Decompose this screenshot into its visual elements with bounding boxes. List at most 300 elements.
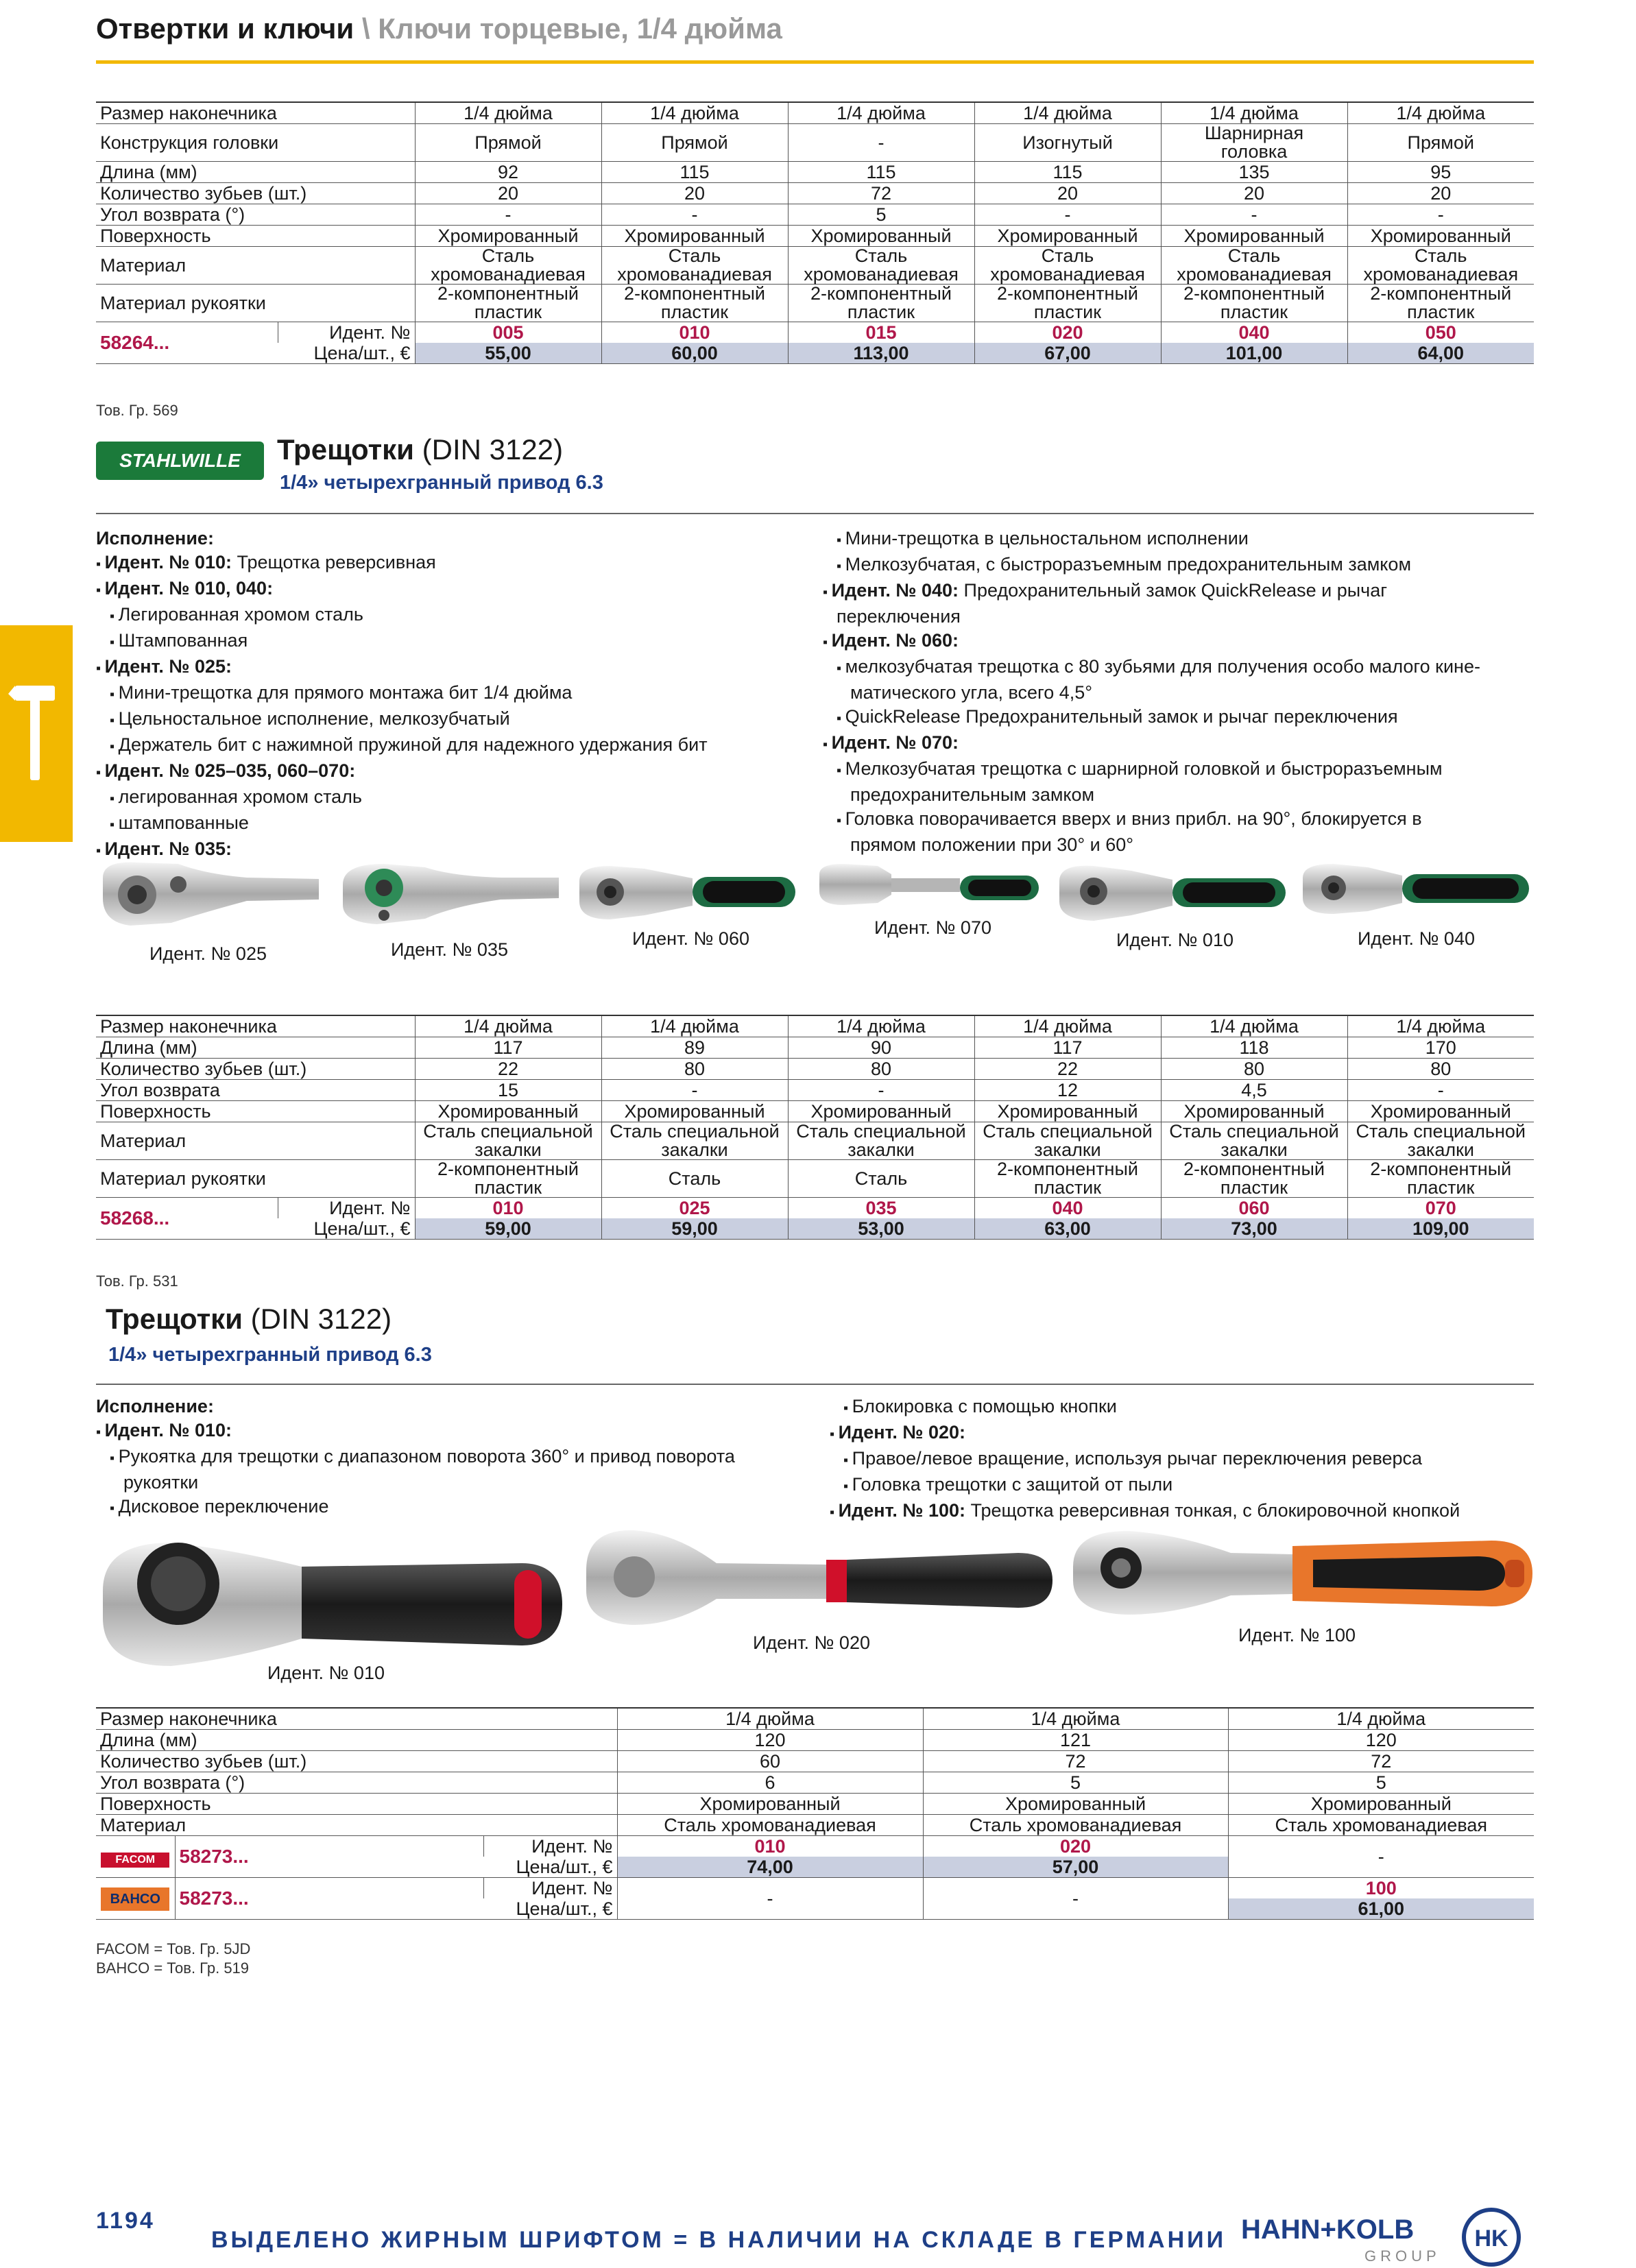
table-cell: 2-компонентный пластик: [1347, 285, 1534, 322]
price-value: 101,00: [1161, 343, 1347, 364]
table-cell: 120: [617, 1730, 923, 1751]
table-cell: 22: [415, 1059, 601, 1080]
hk-emblem-icon: [1454, 2206, 1529, 2268]
ratchet-facom-010-image: [96, 1536, 562, 1673]
description-line: ▪ Штампованная: [96, 629, 708, 655]
section-rule-2: [96, 513, 1534, 514]
table-cell: 5: [788, 204, 974, 226]
description-line: [823, 629, 1480, 655]
hahn-kolb-logo: HAHN+KOLB: [1241, 2215, 1415, 2245]
row-label: Количество зубьев (шт.): [100, 1059, 307, 1079]
table-cell: Хромированный: [923, 1794, 1228, 1815]
table-cell: 1/4 дюйма: [415, 102, 601, 124]
group-note-bahco: BAHCO = Тов. Гр. 519: [96, 1959, 250, 1977]
table-cell: 1/4 дюйма: [1161, 102, 1347, 124]
ratchet-010-image: [1056, 860, 1289, 929]
ident-number[interactable]: 010: [415, 1198, 601, 1219]
table-cell: 2-компонентный пластик: [601, 285, 788, 322]
group-note-2: Тов. Гр. 531: [96, 1272, 178, 1290]
table-cell: 121: [923, 1730, 1228, 1751]
group-label: GROUP: [1364, 2247, 1441, 2265]
ratchet-bahco-100-image: [1066, 1525, 1532, 1621]
ident-number[interactable]: 010: [617, 1836, 923, 1857]
table-cell: 20: [1161, 183, 1347, 204]
table-cell: Сталь хромованадиевая: [1228, 1815, 1534, 1836]
table-cell: -: [788, 124, 974, 162]
table-cell: 1/4 дюйма: [1347, 1015, 1534, 1037]
id-label: Идент. №: [278, 322, 415, 343]
table-cell: Хромированный: [788, 1101, 974, 1122]
row-label: Материал: [100, 1131, 187, 1151]
table-cell: Сталь специальной закалки: [1347, 1122, 1534, 1160]
description-line: ▪ Идент. № 100: Трещотка реверсивная тонкая, с блокировочной кнопкой: [830, 1499, 1460, 1525]
table-cell: 117: [415, 1037, 601, 1059]
table-cell: 80: [1161, 1059, 1347, 1080]
table-cell: 95: [1347, 162, 1534, 183]
ident-number[interactable]: 100: [1228, 1878, 1534, 1899]
caption-025: Идент. № 025: [149, 943, 267, 964]
price-value: 59,00: [601, 1218, 788, 1240]
table-cell: Сталь специальной закалки: [788, 1122, 974, 1160]
table-cell: -: [974, 204, 1161, 226]
empty-cell: -: [923, 1878, 1228, 1920]
caption-060: Идент. № 060: [632, 928, 749, 949]
price-value: 73,00: [1161, 1218, 1347, 1240]
article-code: 58273...: [175, 1878, 483, 1920]
row-label: Угол возврата: [100, 1080, 220, 1100]
price-row: [96, 1218, 1534, 1240]
table-cell: 80: [601, 1059, 788, 1080]
table-cell: 2-компонентный пластик: [974, 285, 1161, 322]
table-cell: 2-компонентный пластик: [1161, 285, 1347, 322]
description-line: предохранительным замком: [850, 784, 1095, 805]
table-cell: 12: [974, 1080, 1161, 1101]
table-row: [96, 124, 1534, 162]
caption-035: Идент. № 035: [391, 939, 508, 960]
side-tab[interactable]: [0, 625, 73, 842]
table-row: [96, 1101, 1534, 1122]
id-label: Идент. №: [278, 1198, 415, 1219]
stahlwille-logo: STAHLWILLE: [96, 442, 264, 480]
table-cell: 1/4 дюйма: [974, 1015, 1161, 1037]
table-cell: 1/4 дюйма: [601, 1015, 788, 1037]
table-cell: 5: [923, 1772, 1228, 1794]
table-cell: Прямой: [601, 124, 788, 162]
table-cell: Сталь хромованадиевая: [923, 1815, 1228, 1836]
description-line: [96, 1419, 735, 1445]
table-cell: 115: [601, 162, 788, 183]
price-label: Цена/шт., €: [313, 1218, 411, 1239]
table-cell: 15: [415, 1080, 601, 1101]
table-cell: 1/4 дюйма: [617, 1708, 923, 1730]
group-note-facom: FACOM = Тов. Гр. 5JD: [96, 1940, 251, 1957]
group-note-1: Тов. Гр. 569: [96, 402, 178, 419]
ident-label: Идент. № 035:: [104, 839, 232, 859]
description-line: Исполнение:: [96, 1396, 214, 1416]
table-cell: 2-компонентный пластик: [415, 285, 601, 322]
price-value: 59,00: [415, 1218, 601, 1240]
table-cell: Сталь хромованадиевая: [1161, 247, 1347, 285]
table-cell: Прямой: [1347, 124, 1534, 162]
ident-number[interactable]: 050: [1347, 322, 1534, 343]
ident-number[interactable]: 040: [974, 1198, 1161, 1219]
description-line: ▪ Идент. № 010: Трещотка реверсивная: [96, 551, 708, 577]
table-cell: 1/4 дюйма: [923, 1708, 1228, 1730]
table-cell: 20: [601, 183, 788, 204]
table-row: [96, 1730, 1534, 1751]
table-cell: 135: [1161, 162, 1347, 183]
ratchet-facom-020-image: [579, 1522, 1052, 1639]
description-line: [96, 577, 708, 603]
price-value: 63,00: [974, 1218, 1161, 1240]
table-cell: 1/4 дюйма: [788, 1015, 974, 1037]
ident-number[interactable]: 020: [923, 1836, 1228, 1857]
table-row: [96, 285, 1534, 322]
title-rest: (DIN 3122): [413, 433, 564, 466]
price-label: Цена/шт., €: [516, 1857, 613, 1877]
page-number: 1194: [96, 2208, 155, 2234]
table-row: [96, 226, 1534, 247]
table-cell: Хромированный: [601, 1101, 788, 1122]
table-cell: Хромированный: [1161, 1101, 1347, 1122]
section-title-2: [277, 433, 563, 466]
description-line: ▪ Головка трещотки с защитой от пыли: [830, 1473, 1460, 1499]
table-cell: 1/4 дюйма: [788, 102, 974, 124]
ident-number[interactable]: 035: [788, 1198, 974, 1219]
table-cell: Сталь специальной закалки: [974, 1122, 1161, 1160]
table-cell: 20: [974, 183, 1161, 204]
facom-logo: FACOM: [101, 1853, 169, 1868]
bahco-logo: BAHCO: [101, 1887, 169, 1911]
row-label: Размер наконечника: [100, 103, 277, 123]
price-value: 57,00: [923, 1857, 1228, 1878]
table-cell: 80: [1347, 1059, 1534, 1080]
description-left-3: [96, 1395, 735, 1521]
table-row: [96, 1160, 1534, 1198]
table-cell: 2-компонентный пластик: [1161, 1160, 1347, 1198]
price-value: 60,00: [601, 343, 788, 364]
table-cell: 20: [1347, 183, 1534, 204]
empty-cell: -: [617, 1878, 923, 1920]
table-cell: Прямой: [415, 124, 601, 162]
table-cell: 1/4 дюйма: [1347, 102, 1534, 124]
row-label: Материал: [100, 1815, 187, 1835]
price-value: 74,00: [617, 1857, 923, 1878]
table-cell: Шарнирная головка: [1161, 124, 1347, 162]
section-subtitle-2: 1/4» четырехгранный привод 6.3: [280, 472, 603, 494]
caption-bahco-100: Идент. № 100: [1238, 1625, 1356, 1645]
table-cell: 115: [788, 162, 974, 183]
footer-message: ВЫДЕЛЕНО ЖИРНЫМ ШРИФТОМ = В НАЛИЧИИ НА СКЛАДЕ В ГЕРМАНИИ: [211, 2227, 1227, 2253]
table-cell: 6: [617, 1772, 923, 1794]
description-line: ▪ Дисковое переключение: [96, 1495, 735, 1521]
header-rule: [96, 60, 1534, 64]
table-cell: Хромированный: [1161, 226, 1347, 247]
table-cell: Хромированный: [617, 1794, 923, 1815]
table-cell: -: [1161, 204, 1347, 226]
row-label: Длина (мм): [100, 162, 197, 182]
row-label: Поверхность: [100, 1101, 211, 1122]
table-cell: 2-компонентный пластик: [788, 285, 974, 322]
description-line: ▪ Идент. № 040: Предохранительный замок QuickRelease и рычаг: [823, 579, 1480, 605]
ident-number[interactable]: 060: [1161, 1198, 1347, 1219]
row-label: Поверхность: [100, 226, 211, 246]
table-cell: -: [1347, 204, 1534, 226]
id-label: Идент. №: [483, 1836, 617, 1857]
description-line: ▪ мелкозубчатая трещотка с 80 зубьями для получения особо малого кине-: [823, 655, 1480, 681]
description-line: прямом положении при 30° и 60°: [850, 834, 1134, 855]
table-cell: Сталь специальной закалки: [1161, 1122, 1347, 1160]
article-code: 58264...: [96, 322, 278, 364]
row-label: Количество зубьев (шт.): [100, 183, 307, 204]
description-line: переключения: [837, 606, 961, 627]
table-cell: Хромированный: [974, 1101, 1161, 1122]
table-cell: Хромированный: [415, 226, 601, 247]
table-cell: 1/4 дюйма: [415, 1015, 601, 1037]
ident-number[interactable]: 025: [601, 1198, 788, 1219]
row-label: Материал рукоятки: [100, 293, 266, 313]
table-cell: 92: [415, 162, 601, 183]
ratchet-035-image: [336, 857, 562, 932]
table-cell: 120: [1228, 1730, 1534, 1751]
caption-070: Идент. № 070: [874, 917, 991, 938]
ratchet-060-image: [576, 860, 802, 929]
price-value: 113,00: [788, 343, 974, 364]
price-value: 61,00: [1228, 1898, 1534, 1920]
row-label: Поверхность: [100, 1794, 211, 1814]
table-row: [96, 1794, 1534, 1815]
row-label: Материал рукоятки: [100, 1168, 266, 1189]
ident-number[interactable]: 040: [1161, 322, 1347, 343]
price-value: 53,00: [788, 1218, 974, 1240]
row-label: Угол возврата (°): [100, 1772, 245, 1793]
ident-label: Идент. № 010, 040:: [104, 578, 274, 599]
ident-label: Идент. № 070:: [831, 732, 959, 753]
description-line: ▪ Блокировка с помощью кнопки: [830, 1395, 1460, 1421]
ratchet-070-image: [816, 860, 1042, 922]
table-row: [96, 1080, 1534, 1101]
ident-label: Идент. № 025:: [104, 656, 232, 677]
price-value: 55,00: [415, 343, 601, 364]
description-line: ▪ штампованные: [96, 811, 708, 837]
svg-text:HK: HK: [1474, 2225, 1508, 2252]
table-row: [96, 1037, 1534, 1059]
price-value: 64,00: [1347, 343, 1534, 364]
header-subtitle: Ключи торцевые, 1/4 дюйма: [378, 12, 782, 45]
table-row: [96, 1751, 1534, 1772]
ratchet-040-image: [1299, 860, 1532, 922]
price-row: [96, 343, 1534, 364]
section-subtitle-3: 1/4» четырехгранный привод 6.3: [108, 1344, 432, 1366]
price-label: Цена/шт., €: [516, 1898, 613, 1919]
description-line: [823, 731, 1480, 757]
table-cell: Хромированный: [601, 226, 788, 247]
description-line: ▪ QuickRelease Предохранительный замок и рычаг переключения: [823, 705, 1480, 731]
table-cell: Хромированный: [788, 226, 974, 247]
row-label: Размер наконечника: [100, 1709, 277, 1729]
page-header: [96, 12, 782, 45]
hammer-icon: [0, 625, 73, 842]
table-cell: 1/4 дюйма: [1228, 1708, 1534, 1730]
ident-number[interactable]: 005: [415, 322, 601, 343]
id-label: Идент. №: [483, 1878, 617, 1899]
spec-table-2: [96, 1015, 1534, 1240]
row-label: Длина (мм): [100, 1730, 197, 1750]
ratchet-025-image: [96, 857, 322, 932]
table-cell: Сталь хромованадиевая: [974, 247, 1161, 285]
section-title-3: [106, 1303, 392, 1336]
table-cell: Хромированный: [974, 226, 1161, 247]
title-rest: (DIN 3122): [242, 1303, 392, 1335]
description-line: матического угла, всего 4,5°: [850, 682, 1093, 703]
section-rule-3: [96, 1384, 1534, 1385]
description-line: ▪ Легированная хромом сталь: [96, 603, 708, 629]
table-cell: 5: [1228, 1772, 1534, 1794]
table-cell: 72: [1228, 1751, 1534, 1772]
empty-cell: -: [1228, 1836, 1534, 1878]
table-cell: 118: [1161, 1037, 1347, 1059]
description-line: ▪ Мелкозубчатая, с быстроразъемным предохранительным замком: [823, 553, 1480, 579]
table-cell: Сталь хромованадиевая: [415, 247, 601, 285]
article-code: 58273...: [175, 1836, 483, 1878]
bahco-id-row: [96, 1878, 1534, 1899]
table-row: [96, 1772, 1534, 1794]
table-cell: 1/4 дюйма: [601, 102, 788, 124]
table-cell: 170: [1347, 1037, 1534, 1059]
table-cell: 22: [974, 1059, 1161, 1080]
table-cell: Хромированный: [1347, 1101, 1534, 1122]
table-cell: -: [601, 1080, 788, 1101]
table-row: [96, 1122, 1534, 1160]
table-cell: Сталь: [601, 1160, 788, 1198]
table-cell: Сталь хромованадиевая: [617, 1815, 923, 1836]
description-line: ▪ Цельностальное исполнение, мелкозубчатый: [96, 707, 708, 733]
table-cell: 1/4 дюйма: [974, 102, 1161, 124]
ident-label: Идент. № 040:: [831, 580, 959, 601]
ident-number[interactable]: 070: [1347, 1198, 1534, 1219]
title-bold: Трещотки: [277, 433, 414, 466]
table-cell: Сталь: [788, 1160, 974, 1198]
ident-number[interactable]: 015: [788, 322, 974, 343]
table-cell: Сталь хромованадиевая: [601, 247, 788, 285]
description-line: ▪ Мелкозубчатая трещотка с шарнирной головкой и быстроразъемным: [823, 757, 1480, 783]
table-row: [96, 247, 1534, 285]
table-cell: Хромированный: [1347, 226, 1534, 247]
table-row: [96, 1708, 1534, 1730]
description-line: [830, 1421, 1460, 1447]
table-cell: 115: [974, 162, 1161, 183]
row-label: Размер наконечника: [100, 1016, 277, 1037]
ident-label: Идент. № 010:: [104, 552, 232, 572]
table-cell: 89: [601, 1037, 788, 1059]
table-cell: 2-компонентный пластик: [1347, 1160, 1534, 1198]
table-cell: Сталь хромованадиевая: [1347, 247, 1534, 285]
ident-number[interactable]: 010: [601, 322, 788, 343]
header-separator: \: [361, 12, 370, 45]
table-row: [96, 1059, 1534, 1080]
facom-id-row: [96, 1836, 1534, 1857]
description-right-2: [823, 527, 1480, 857]
table-cell: 117: [974, 1037, 1161, 1059]
id-row: [96, 322, 1534, 343]
description-line: ▪ Мини-трещотка в цельностальном исполнении: [823, 527, 1480, 553]
table-cell: 80: [788, 1059, 974, 1080]
table-row: [96, 162, 1534, 183]
table-row: [96, 102, 1534, 124]
ident-label: Идент. № 060:: [831, 630, 959, 651]
description-line: ▪ Правое/левое вращение, используя рычаг переключения реверса: [830, 1447, 1460, 1473]
description-line: Исполнение:: [96, 528, 214, 548]
description-line: [96, 655, 708, 681]
row-label: Конструкция головки: [100, 132, 279, 153]
table-cell: Хромированный: [1228, 1794, 1534, 1815]
table-cell: Сталь специальной закалки: [415, 1122, 601, 1160]
description-line: [96, 759, 708, 785]
title-bold: Трещотки: [106, 1303, 243, 1335]
table-cell: -: [415, 204, 601, 226]
article-code: 58268...: [96, 1198, 278, 1240]
price-label: Цена/шт., €: [313, 343, 411, 363]
spec-table-3: [96, 1707, 1534, 1920]
table-cell: 72: [923, 1751, 1228, 1772]
table-cell: Сталь хромованадиевая: [788, 247, 974, 285]
table-cell: Сталь специальной закалки: [601, 1122, 788, 1160]
spec-table-1: [96, 101, 1534, 364]
table-cell: 20: [415, 183, 601, 204]
description-line: ▪ Рукоятка для трещотки с диапазоном поворота 360° и привод поворота: [96, 1445, 735, 1471]
description-line: ▪ Мини-трещотка для прямого монтажа бит 1/4 дюйма: [96, 681, 708, 707]
bahco-logo-cell: [96, 1878, 175, 1920]
table-cell: 60: [617, 1751, 923, 1772]
ident-label: Идент. № 010:: [104, 1420, 232, 1440]
caption-010: Идент. № 010: [1116, 930, 1234, 950]
price-value: 67,00: [974, 343, 1161, 364]
table-cell: Изогнутый: [974, 124, 1161, 162]
table-cell: Хромированный: [415, 1101, 601, 1122]
price-value: 109,00: [1347, 1218, 1534, 1240]
row-label: Длина (мм): [100, 1037, 197, 1058]
table-cell: 2-компонентный пластик: [974, 1160, 1161, 1198]
id-row: [96, 1198, 1534, 1219]
table-cell: -: [601, 204, 788, 226]
table-cell: -: [788, 1080, 974, 1101]
ident-number[interactable]: 020: [974, 322, 1161, 343]
description-right-3: [830, 1395, 1460, 1525]
table-cell: 72: [788, 183, 974, 204]
caption-facom-020: Идент. № 020: [753, 1632, 870, 1653]
description-line: ▪ Держатель бит с нажимной пружиной для надежного удержания бит: [96, 733, 708, 759]
row-label: Угол возврата (°): [100, 204, 245, 225]
description-line: ▪ Головка поворачивается вверх и вниз прибл. на 90°, блокируется в: [823, 807, 1480, 833]
caption-040: Идент. № 040: [1358, 928, 1475, 949]
table-row: [96, 204, 1534, 226]
table-cell: 4,5: [1161, 1080, 1347, 1101]
table-row: [96, 1015, 1534, 1037]
row-label: Материал: [100, 255, 187, 276]
table-row: [96, 183, 1534, 204]
table-cell: -: [1347, 1080, 1534, 1101]
description-left-2: [96, 527, 708, 863]
ident-label: Идент. № 100:: [838, 1500, 966, 1521]
table-cell: 90: [788, 1037, 974, 1059]
description-line: ▪ легированная хромом сталь: [96, 785, 708, 811]
row-label: Количество зубьев (шт.): [100, 1751, 307, 1772]
table-row: [96, 1815, 1534, 1836]
caption-facom-010: Идент. № 010: [267, 1663, 385, 1683]
description-line: рукоятки: [123, 1472, 199, 1493]
table-cell: 1/4 дюйма: [1161, 1015, 1347, 1037]
table-cell: 2-компонентный пластик: [415, 1160, 601, 1198]
